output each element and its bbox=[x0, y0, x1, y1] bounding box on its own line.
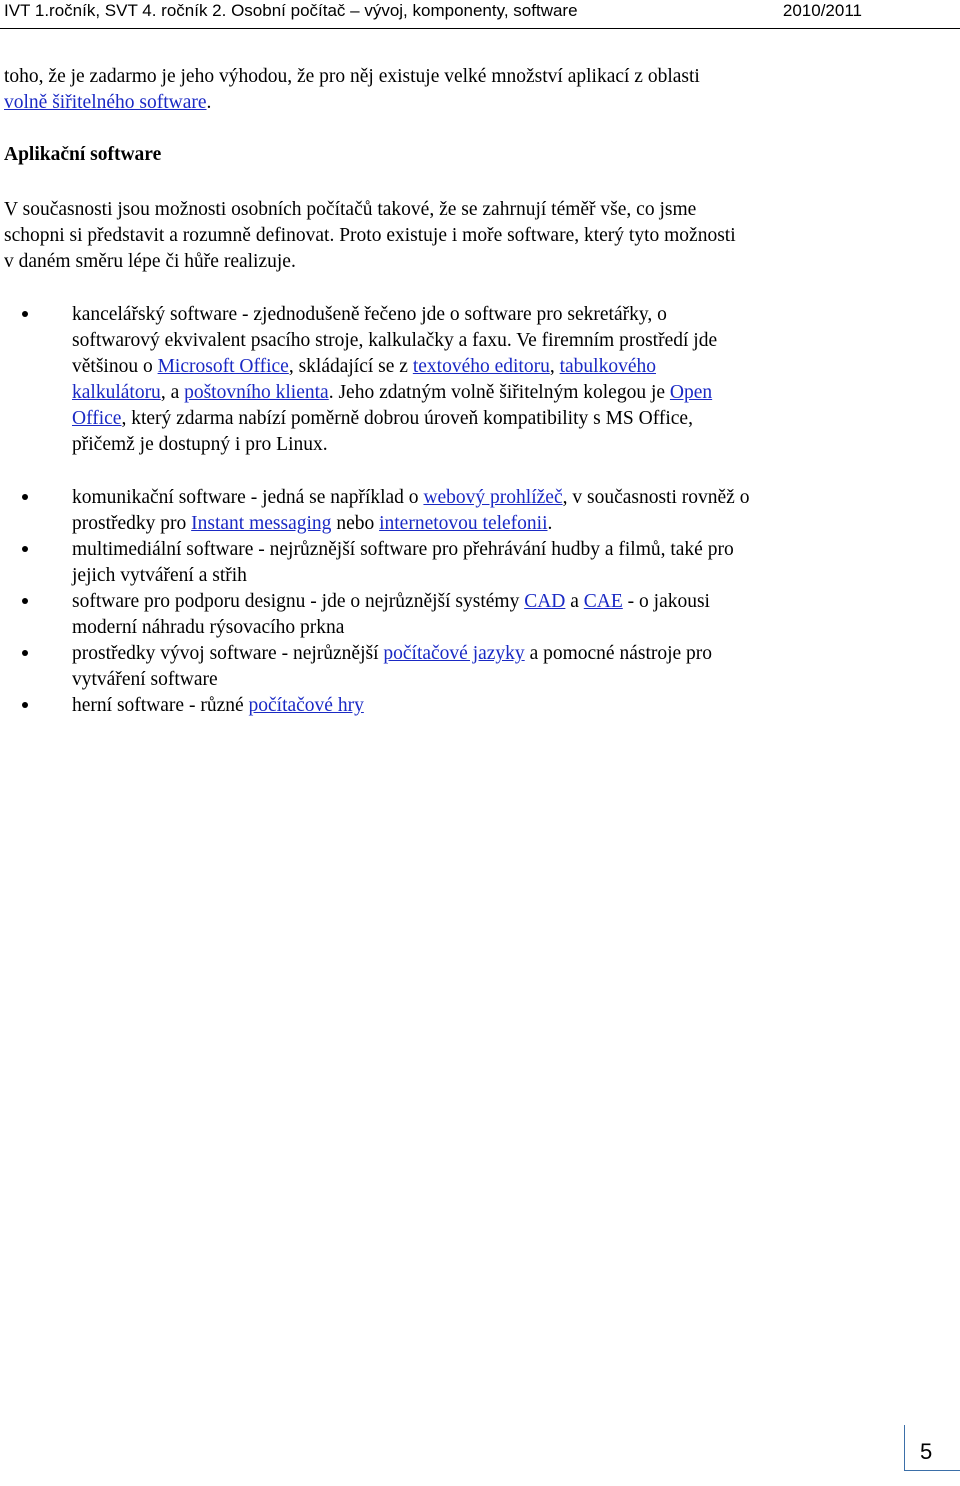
intro-line-2: volně šiřitelného software. bbox=[4, 92, 212, 113]
office-line-6: přičemž je dostupný i pro Linux. bbox=[72, 434, 328, 455]
office-line-4: kalkulátoru, a poštovního klienta. Jeho zdatným volně šiřitelným kolegou je Open bbox=[72, 382, 713, 403]
page-number: 5 bbox=[920, 1439, 933, 1464]
bullet-icon bbox=[20, 596, 30, 606]
header-title: IVT 1.ročník, SVT 4. ročník 2. Osobní počítač – vývoj, komponenty, software bbox=[4, 1, 578, 20]
comm-line-2: prostředky pro Instant messaging nebo internetovou telefonii. bbox=[72, 513, 553, 534]
office-line-3: většinou o Microsoft Office, skládající se z textového editoru, tabulkového bbox=[72, 356, 656, 377]
link-web-browser[interactable]: webový prohlížeč bbox=[423, 487, 563, 508]
link-internet-telephony[interactable]: internetovou telefonii bbox=[379, 513, 548, 534]
dev-line-2: vytváření software bbox=[72, 669, 218, 690]
bullet-icon bbox=[20, 700, 30, 710]
design-line-1: software pro podporu designu - jde o nejrůznější systémy CAD a CAE - o jakousi bbox=[72, 591, 710, 612]
comm-line-1: komunikační software - jedná se například o webový prohlížeč, v současnosti rovněž o bbox=[72, 487, 750, 508]
office-line-5: Office, který zdarma nabízí poměrně dobrou úroveň kompatibility s MS Office, bbox=[72, 408, 693, 429]
dev-line-1: prostředky vývoj software - nejrůznější počítačové jazyky a pomocné nástroje pro bbox=[72, 643, 713, 664]
office-line-2: softwarový ekvivalent psacího stroje, kalkulačky a faxu. Ve firemním prostředí jde bbox=[72, 330, 718, 351]
link-computer-games[interactable]: počítačové hry bbox=[248, 695, 364, 716]
page-header bbox=[0, 0, 960, 29]
link-cae[interactable]: CAE bbox=[583, 591, 623, 612]
multimedia-line-2: jejich vytváření a střih bbox=[72, 565, 247, 586]
link-spreadsheet-2[interactable]: kalkulátoru bbox=[72, 382, 161, 403]
games-line-1: herní software - různé počítačové hry bbox=[72, 695, 364, 716]
link-spreadsheet[interactable]: tabulkového bbox=[559, 356, 656, 377]
paragraph-line-1: V současnosti jsou možnosti osobních počítačů takové, že se zahrnují téměř vše, co jsme bbox=[4, 199, 697, 220]
link-programming-languages[interactable]: počítačové jazyky bbox=[383, 643, 525, 664]
link-instant-messaging[interactable]: Instant messaging bbox=[191, 513, 332, 534]
link-open-office-2[interactable]: Office bbox=[72, 408, 122, 429]
link-open-office[interactable]: Open bbox=[669, 382, 713, 403]
bullet-icon bbox=[20, 648, 30, 658]
office-line-1: kancelářský software - zjednodušeně řečeno jde o software pro sekretářky, o bbox=[72, 304, 667, 325]
design-line-2: moderní náhradu rýsovacího prkna bbox=[72, 617, 345, 638]
multimedia-line-1: multimediální software - nejrůznější software pro přehrávání hudby a filmů, také pro bbox=[72, 539, 734, 560]
link-microsoft-office[interactable]: Microsoft Office bbox=[157, 356, 289, 377]
link-free-software[interactable]: volně šiřitelného software bbox=[4, 92, 207, 113]
header-year: 2010/2011 bbox=[782, 1, 862, 20]
link-email-client[interactable]: poštovního klienta bbox=[184, 382, 329, 403]
bullet-icon bbox=[20, 492, 30, 502]
link-cad[interactable]: CAD bbox=[524, 591, 566, 612]
paragraph-line-3: v daném směru lépe či hůře realizuje. bbox=[4, 251, 296, 272]
bullet-icon bbox=[20, 309, 30, 319]
intro-line-1: toho, že je zadarmo je jeho výhodou, že pro něj existuje velké množství aplikací z oblasti bbox=[4, 66, 700, 87]
paragraph-line-2: schopni si představit a rozumně definovat. Proto existuje i moře software, který tyto možnosti bbox=[4, 225, 736, 246]
bullet-icon bbox=[20, 544, 30, 554]
section-heading: Aplikační software bbox=[4, 144, 162, 165]
link-text-editor[interactable]: textového editoru bbox=[412, 356, 550, 377]
